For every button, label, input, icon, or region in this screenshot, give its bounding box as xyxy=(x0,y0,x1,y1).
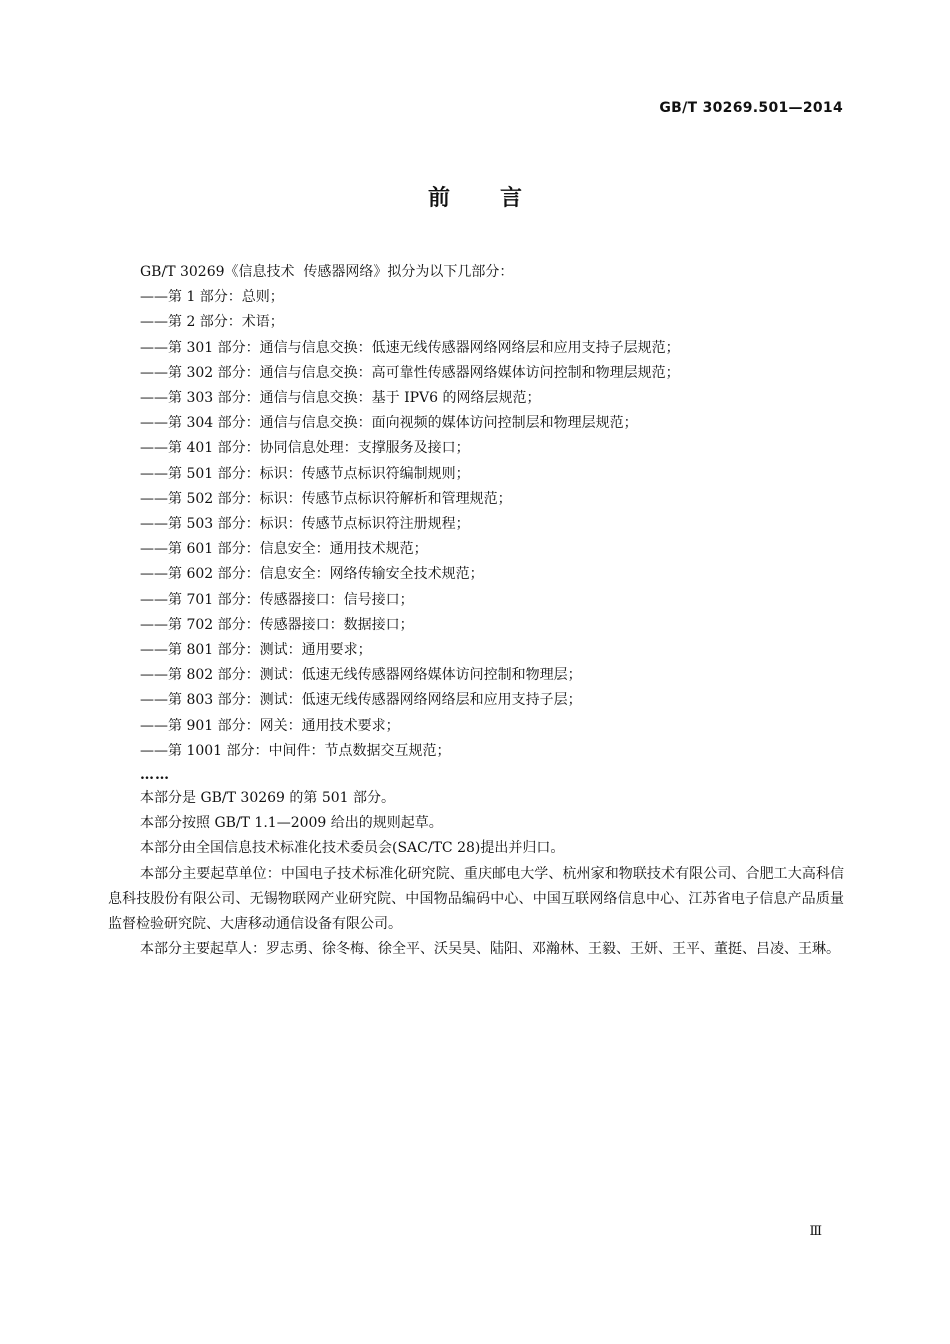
page-number: Ⅲ xyxy=(809,1224,822,1239)
list-item: ——第 801 部分：测试：通用要求； xyxy=(140,642,372,659)
proposed-by-statement: 本部分由全国信息技术标准化技术委员会(SAC/TC 28)提出并归口。 xyxy=(140,840,565,857)
list-item: ——第 502 部分：标识：传感节点标识符解析和管理规范； xyxy=(140,490,512,507)
list-item: ——第 304 部分：通信与信息交换：面向视频的媒体访问控制层和物理层规范； xyxy=(140,415,638,432)
intro-paragraph: GB/T 30269《信息技术 传感器网络》拟分为以下几部分： xyxy=(140,264,514,280)
list-item: ——第 501 部分：标识：传感节点标识符编制规则； xyxy=(140,465,470,482)
list-item: ——第 602 部分：信息安全：网络传输安全技术规范； xyxy=(140,566,484,583)
parts-list xyxy=(108,285,844,786)
list-item: ——第 301 部分：通信与信息交换：低速无线传感器网络网络层和应用支持子层规范； xyxy=(140,339,680,356)
list-item: ——第 401 部分：协同信息处理：支撑服务及接口； xyxy=(140,440,470,457)
list-item: ——第 901 部分：网关：通用技术要求； xyxy=(140,717,400,734)
list-item: ——第 802 部分：测试：低速无线传感器网络媒体访问控制和物理层； xyxy=(140,667,582,684)
list-ellipsis: …… xyxy=(140,767,170,784)
standard-code: GB/T 30269.501—2014 xyxy=(659,100,843,116)
drafters-statement: 本部分主要起草人：罗志勇、徐冬梅、徐全平、沃吴昊、陆阳、邓瀚林、王毅、王妍、王平、董挺、吕凌、王琳。 xyxy=(140,941,840,958)
list-item: ——第 2 部分：术语； xyxy=(140,314,284,331)
foreword-body xyxy=(108,260,844,962)
list-item: ——第 701 部分：传感器接口：信号接口； xyxy=(140,591,414,608)
list-item: ——第 803 部分：测试：低速无线传感器网络网络层和应用支持子层； xyxy=(140,692,582,709)
list-item: ——第 503 部分：标识：传感节点标识符注册规程； xyxy=(140,516,470,533)
list-item: ——第 302 部分：通信与信息交换：高可靠性传感器网络媒体访问控制和物理层规范； xyxy=(140,364,680,381)
title-char-2: 言 xyxy=(500,186,523,211)
drafting-units-statement: 本部分主要起草单位：中国电子技术标准化研究院、重庆邮电大学、杭州家和物联技术有限公司、合肥工大高科信息科技股份有限公司、无锡物联网产业研究院、中国物品编码中心、中国互联网络信息中心、江苏省电子信息产品质量监督检验研究院、大唐移动通信设备有限公司。 xyxy=(108,865,844,933)
list-item: ——第 702 部分：传感器接口：数据接口； xyxy=(140,616,414,633)
part-of-statement: 本部分是 GB/T 30269 的第 501 部分。 xyxy=(140,790,396,807)
list-item: ——第 1 部分：总则； xyxy=(140,289,284,306)
title-char-1: 前 xyxy=(427,186,450,211)
list-item: ——第 303 部分：通信与信息交换：基于 IPV6 的网络层规范； xyxy=(140,390,541,407)
list-item: ——第 601 部分：信息安全：通用技术规范； xyxy=(140,541,428,558)
list-item: ——第 1001 部分：中间件：节点数据交互规范； xyxy=(140,742,451,759)
drafting-rules-statement: 本部分按照 GB/T 1.1—2009 给出的规则起草。 xyxy=(140,815,443,832)
page-title xyxy=(0,181,950,212)
